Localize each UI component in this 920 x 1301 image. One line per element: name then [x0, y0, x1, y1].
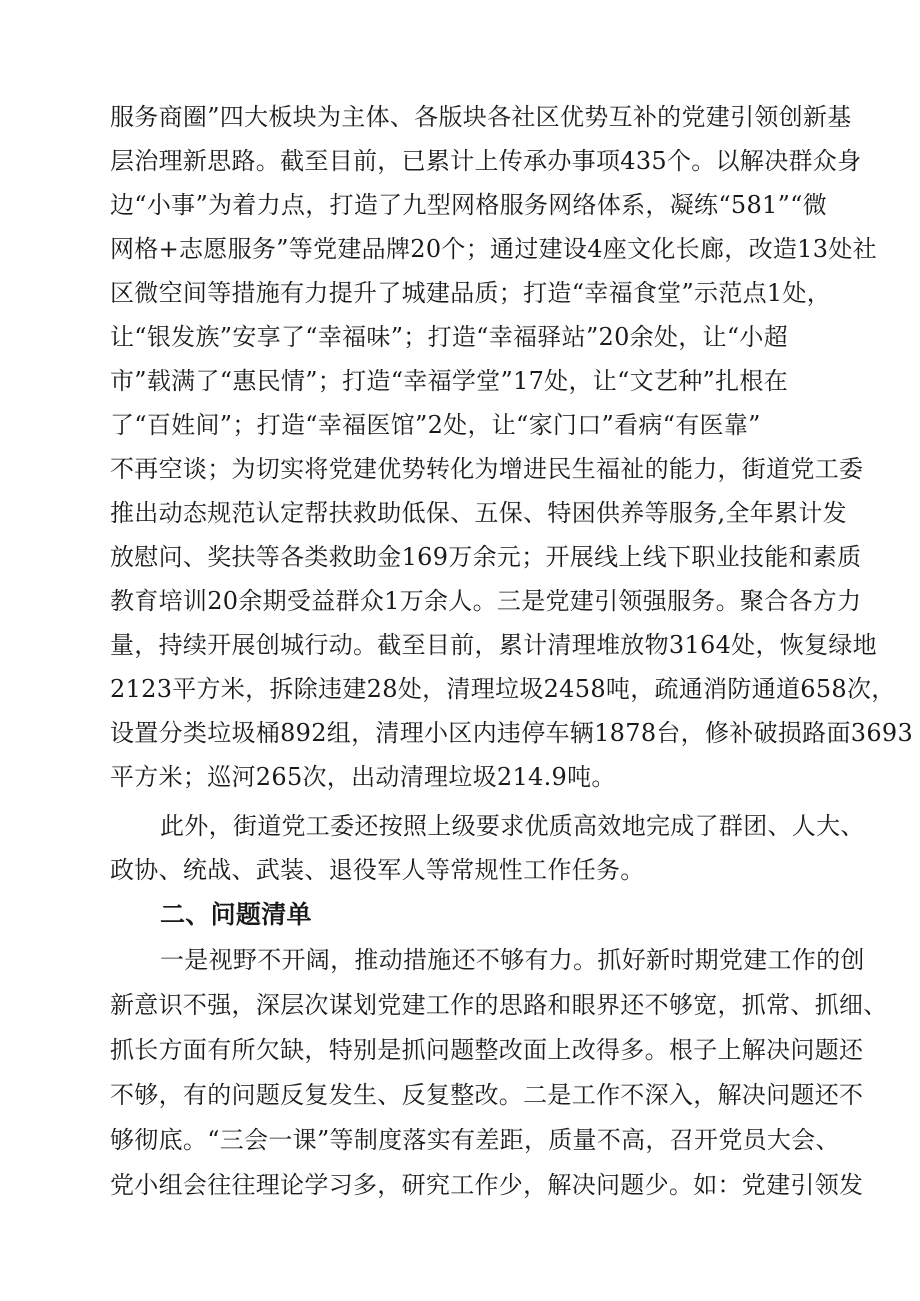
paragraph-line: 够彻底。“三会一课”等制度落实有差距，质量不高，召开党员大会、 [110, 1126, 840, 1154]
paragraph-line: 政协、统战、武装、退役军人等常规性工作任务。 [110, 856, 645, 884]
paragraph-line: 了“百姓间”；打造“幸福医馆”2处，让“家门口”看病“有医靠” [110, 411, 761, 439]
paragraph-line: 边“小事”为着力点，打造了九型网格服务网络体系，凝练“581”“微 [110, 191, 828, 219]
paragraph-line: 新意识不强，深层次谋划党建工作的思路和眼界还不够宽，抓常、抓细、 [110, 991, 888, 1019]
paragraph-line: 市”载满了“惠民情”；打造“幸福学堂”17处，让“文艺种”扎根在 [110, 367, 789, 395]
paragraph-line: 服务商圈”四大板块为主体、各版块各社区优势互补的党建引领创新基 [110, 103, 852, 131]
paragraph-line: 量，持续开展创城行动。截至目前，累计清理堆放物3164处，恢复绿地 [110, 631, 877, 659]
paragraph-line: 层治理新思路。截至目前，已累计上传承办事项435个。以解决群众身 [110, 147, 862, 175]
paragraph-line: 一是视野不开阔，推动措施还不够有力。抓好新时期党建工作的创 [160, 946, 865, 974]
paragraph-line: 教育培训20余期受益群众1万余人。三是党建引领强服务。聚合各方力 [110, 587, 862, 615]
paragraph-line: 2123平方米，拆除违建28处，清理垃圾2458吨，疏通消防通道658次， [110, 675, 896, 703]
paragraph-line: 抓长方面有所欠缺，特别是抓问题整改面上改得多。根子上解决问题还 [110, 1036, 864, 1064]
paragraph-line: 设置分类垃圾桶892组，清理小区内违停车辆1878台，修补破损路面3693 [110, 719, 914, 747]
paragraph-line: 网格+志愿服务”等党建品牌20个；通过建设4座文化长廊，改造13处社 [110, 235, 877, 263]
paragraph-line: 平方米；巡河265次，出动清理垃圾214.9吨。 [110, 763, 616, 791]
section-heading: 二、问题清单 [160, 900, 312, 929]
paragraph-line: 推出动态规范认定帮扶救助低保、五保、特困供养等服务,全年累计发 [110, 499, 847, 527]
paragraph-line: 党小组会往往理论学习多，研究工作少，解决问题少。如：党建引领发 [110, 1171, 864, 1199]
paragraph-line: 区微空间等措施有力提升了城建品质；打造“幸福食堂”示范点1处， [110, 279, 832, 307]
paragraph-line: 不够，有的问题反复发生、反复整改。二是工作不深入，解决问题还不 [110, 1081, 864, 1109]
paragraph-line: 此外，街道党工委还按照上级要求优质高效地完成了群团、人大、 [160, 812, 865, 840]
paragraph-line: 放慰问、奖扶等各类救助金169万余元；开展线上线下职业技能和素质 [110, 543, 862, 571]
paragraph-line: 不再空谈；为切实将党建优势转化为增进民生福祉的能力，街道党工委 [110, 455, 864, 483]
paragraph-line: 让“银发族”安享了“幸福味”；打造“幸福驿站”20余处，让“小超 [110, 323, 789, 351]
